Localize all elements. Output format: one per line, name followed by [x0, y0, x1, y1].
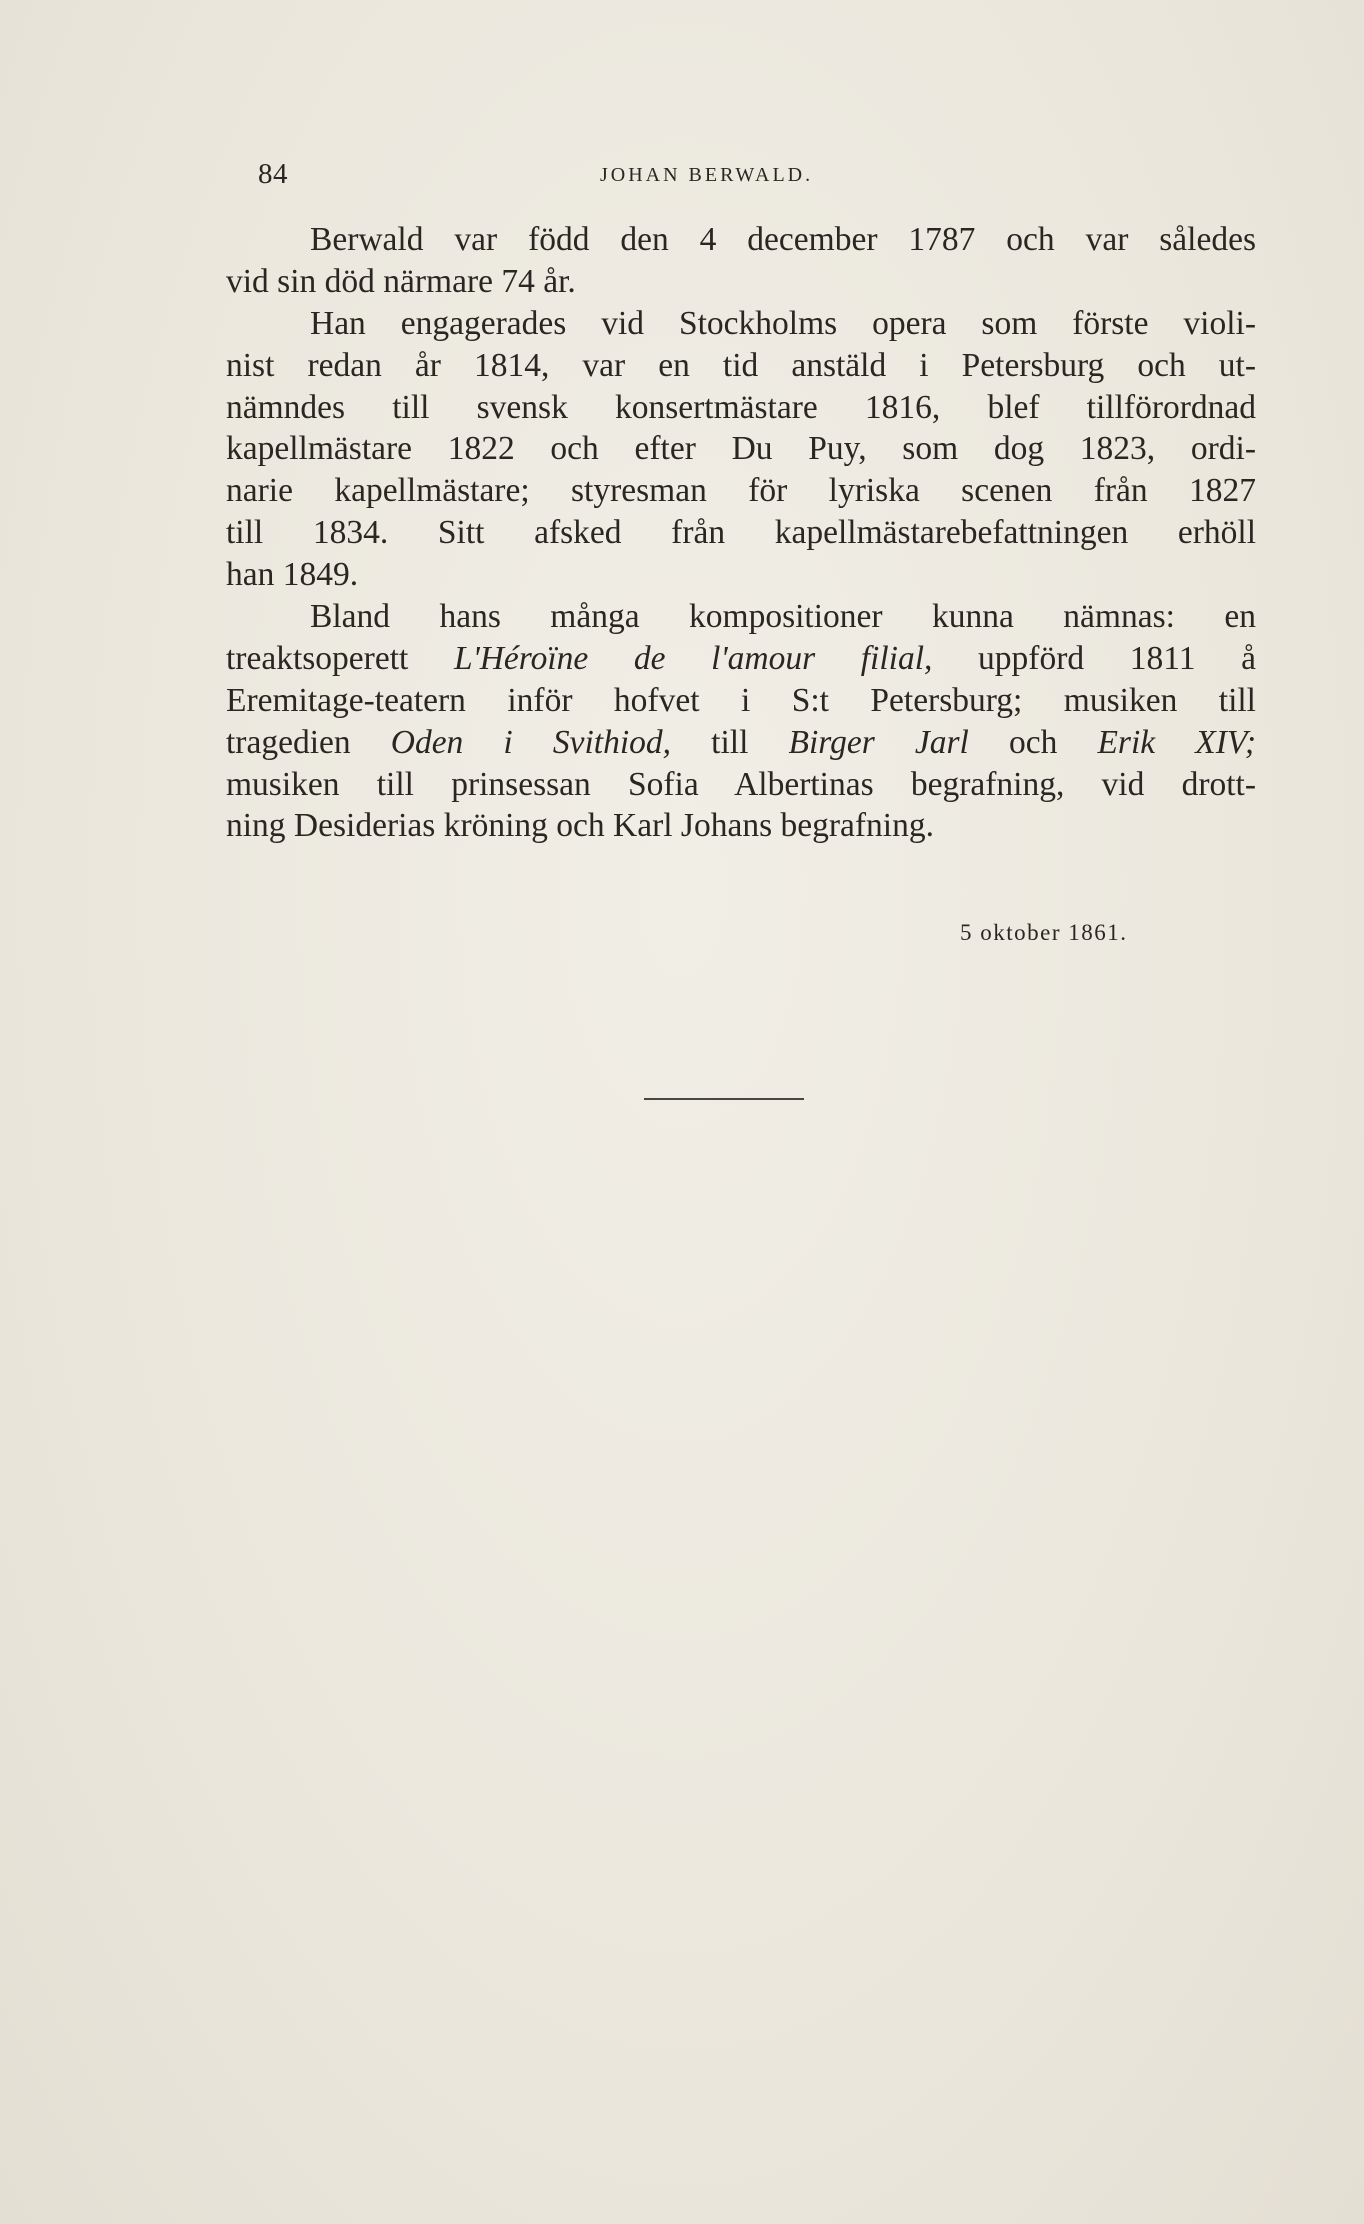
text-line: vid sin död närmare 74 år.: [226, 262, 576, 300]
text-run: Eremitage-teatern inför hofvet i S:t Petersburg; musiken till: [226, 681, 1256, 719]
text-line: nämndes till svensk konsertmästare 1816, blef tillförordnad: [226, 388, 1256, 426]
text-line: kapellmästare 1822 och efter Du Puy, som dog 1823, ordi-: [226, 430, 1256, 468]
text-line: [226, 596, 1256, 638]
text-line: [226, 680, 1256, 722]
text-line: nist redan år 1814, var en tid anstäld i Petersburg och ut-: [226, 346, 1256, 384]
text-run: musiken till prinsessan Sofia Albertinas begrafning, vid drott-: [226, 765, 1256, 803]
text-line: till 1834. Sitt afsked från kapellmästarebefattningen erhöll: [226, 514, 1256, 552]
text-run: Bland hans många kompositioner kunna nämnas: en: [310, 598, 1256, 636]
page-number: 84: [258, 158, 288, 190]
body-text: [226, 219, 1256, 847]
text-line: Berwald var född den 4 december 1787 och var således: [310, 221, 1256, 258]
text-line: [226, 722, 1256, 764]
text-line: [226, 638, 1256, 680]
paragraph-3: [226, 596, 1256, 847]
text-run: och: [968, 723, 1098, 761]
running-title: JOHAN BERWALD.: [600, 164, 814, 186]
text-line: narie kapellmästare; styresman för lyriska scenen från 1827: [226, 472, 1256, 510]
text-line: han 1849.: [226, 556, 359, 594]
page-header: [258, 158, 898, 198]
italic-title: Birger Jarl: [788, 723, 969, 761]
text-run: treaktsoperett: [226, 639, 454, 677]
italic-title: Oden i Svithiod,: [390, 723, 672, 761]
text-line: Han engagerades vid Stockholms opera som förste violi-: [310, 304, 1256, 342]
text-run: ning Desiderias kröning och Karl Johans begrafning.: [226, 807, 934, 845]
text-run: till: [671, 723, 789, 761]
paragraph-2: [226, 303, 1256, 596]
text-run: uppförd 1811 å: [932, 639, 1256, 677]
end-rule: [644, 1098, 804, 1100]
text-run: tragedien: [226, 723, 391, 761]
italic-title: L'Héroïne de l'amour filial,: [453, 639, 933, 677]
italic-title: Erik XIV;: [1097, 723, 1256, 761]
dateline: 5 oktober 1861.: [960, 920, 1128, 945]
text-line: [226, 805, 1256, 847]
text-line: [226, 764, 1256, 806]
paragraph-1: [226, 219, 1256, 303]
